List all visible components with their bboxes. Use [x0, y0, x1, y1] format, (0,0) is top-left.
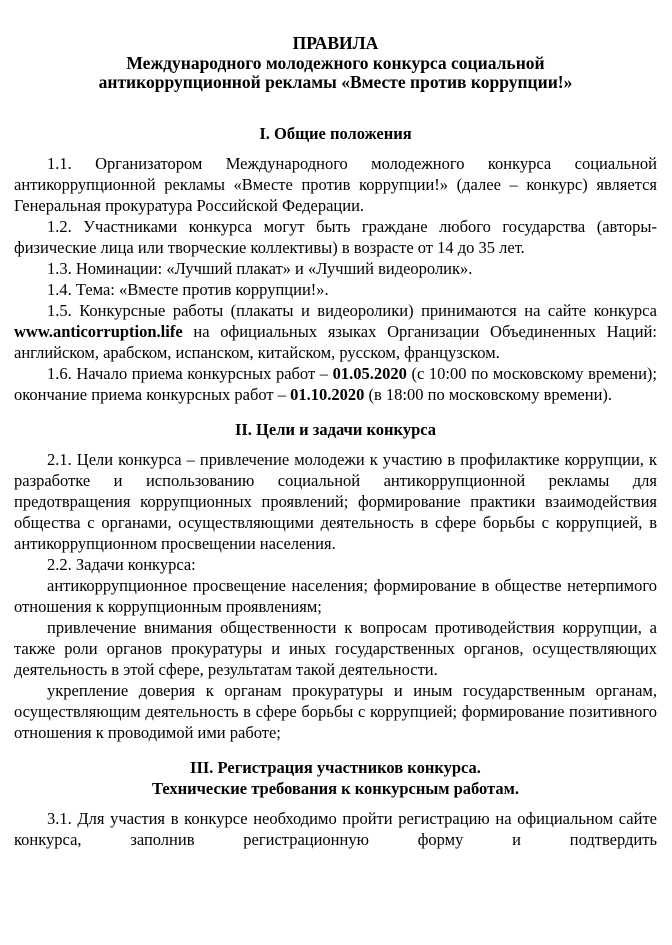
paragraph: [14, 808, 657, 850]
submission-start-date: 01.05.2020: [332, 363, 407, 383]
text-run: 2.2. Задачи конкурса:: [47, 554, 196, 574]
text-run: 3.1. Для участия в конкурсе необходимо пройти регистрацию на официальном сайте конкурса, заполнив регистрационную форму и подтвердить: [14, 808, 657, 849]
contest-site-url: www.anticorruption.life: [14, 321, 183, 341]
paragraph: [14, 575, 657, 617]
text-run: 1.6. Начало приема конкурсных работ –: [47, 363, 333, 383]
title-line: антикоррупционной рекламы «Вместе против коррупции!»: [98, 72, 573, 92]
text-run: привлечение внимания общественности к вопросам противодействия коррупции, а также роли органов прокуратуры и иных государственных органов, осуществляющих деятельность в этой сфере, результатам такой деятельности.: [14, 617, 657, 679]
document-content: [14, 34, 657, 850]
section-heading: [14, 757, 657, 799]
paragraph: [14, 363, 657, 405]
paragraph: [14, 449, 657, 554]
heading-line: I. Общие положения: [259, 123, 412, 143]
text-run: 1.4. Тема: «Вместе против коррупции!».: [47, 279, 329, 299]
text-run: 1.1. Организатором Международного молодежного конкурса социальной антикоррупционной рекламы «Вместе против коррупции!» (далее – конкурс) является Генеральная прокуратура Российской Федерации.: [14, 153, 657, 215]
heading-line: III. Регистрация участников конкурса.: [190, 757, 481, 777]
text-run: 1.3. Номинации: «Лучший плакат» и «Лучший видеоролик».: [47, 258, 473, 278]
heading-line: Технические требования к конкурсным работам.: [151, 778, 520, 798]
heading-line: II. Цели и задачи конкурса: [234, 419, 437, 439]
title-line: ПРАВИЛА: [292, 33, 379, 53]
text-run: антикоррупционное просвещение населения; формирование в обществе нетерпимого отношения к коррупционным проявлениям;: [14, 575, 657, 616]
paragraph: [14, 279, 657, 300]
document-title: [14, 34, 657, 93]
text-run: укрепление доверия к органам прокуратуры и иным государственным органам, осуществляющим деятельность в сфере борьбы с коррупцией; формирование позитивного отношения к проводимой ими работе;: [14, 680, 657, 742]
text-run: 1.2. Участниками конкурса могут быть граждане любого государства (авторы-физические лица или творческие коллективы) в возрасте от 14 до 35 лет.: [14, 216, 657, 257]
title-line: Международного молодежного конкурса социальной: [126, 52, 545, 73]
paragraph: [14, 216, 657, 258]
paragraph: [14, 300, 657, 363]
paragraph: [14, 680, 657, 743]
text-run: (с 10:00 по московскому времени); окончание приема конкурсных работ –: [14, 363, 657, 404]
text-run: 1.5. Конкурсные работы (плакаты и видеоролики) принимаются на сайте конкурса: [47, 300, 657, 320]
text-run: (в 18:00 по московскому времени).: [364, 384, 613, 404]
text-run: на официальных языках Организации Объединенных Наций: английском, арабском, испанском, китайском, русском, французском.: [14, 321, 657, 362]
submission-end-date: 01.10.2020: [290, 384, 365, 404]
section-heading: [14, 419, 657, 440]
section-heading: [14, 123, 657, 144]
paragraph: [14, 153, 657, 216]
paragraph: [14, 258, 657, 279]
paragraph: [14, 617, 657, 680]
text-run: 2.1. Цели конкурса – привлечение молодежи к участию в профилактике коррупции, к разработке и использованию социальной антикоррупционной рекламы для предотвращения коррупционных проявлений; формирование практики взаимодействия общества с органами, осуществляющими деятельность в сфере борьбы с коррупцией, в антикоррупционном просвещении населения.: [14, 449, 657, 553]
paragraph: [14, 554, 657, 575]
